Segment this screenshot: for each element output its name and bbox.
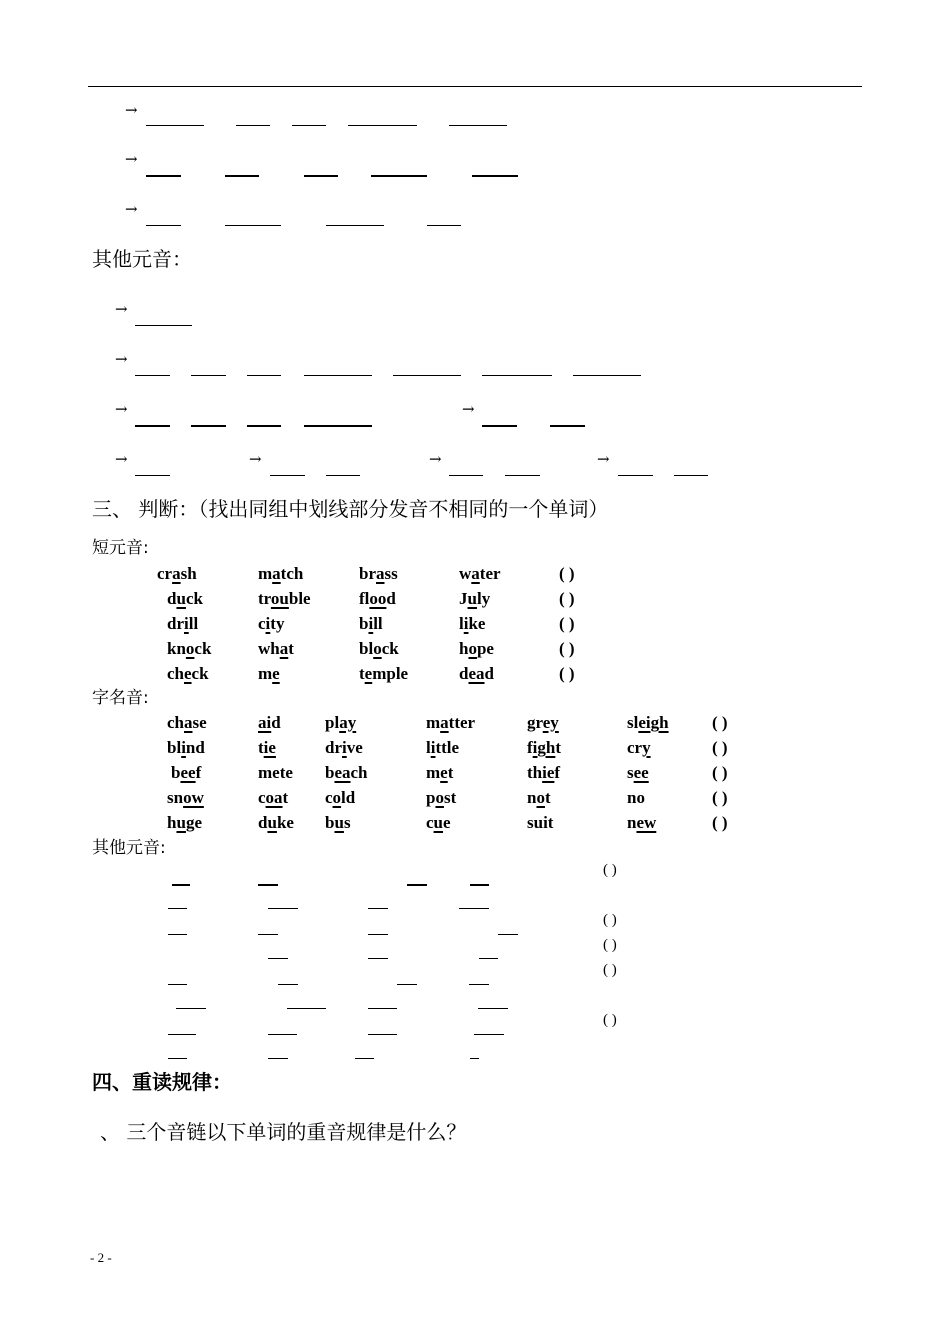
word-cell: suit: [527, 813, 554, 832]
answer-blank[interactable]: [304, 175, 338, 177]
answer-blank[interactable]: [674, 475, 708, 476]
arrow-icon: →: [115, 400, 128, 418]
answer-blank[interactable]: [304, 425, 372, 427]
word-cell: grey: [527, 713, 559, 732]
answer-blank[interactable]: [355, 1058, 374, 1059]
word-cell: sleigh: [627, 713, 669, 732]
word-cell: cry: [627, 738, 651, 757]
word-cell: play: [325, 713, 357, 732]
answer-blank[interactable]: [236, 125, 270, 126]
answer-blank[interactable]: [168, 984, 187, 985]
answer-paren[interactable]: ( ): [559, 564, 575, 583]
arrow-icon: →: [115, 350, 128, 368]
answer-blank[interactable]: [505, 475, 540, 476]
answer-blank[interactable]: [470, 1058, 479, 1059]
arrow-icon: →: [429, 450, 442, 468]
answer-blank[interactable]: [618, 475, 653, 476]
section4-title: 四、重读规律：: [92, 1070, 232, 1094]
answer-blank[interactable]: [278, 984, 298, 985]
answer-blank[interactable]: [247, 425, 281, 427]
answer-blank[interactable]: [326, 475, 360, 476]
answer-blank[interactable]: [135, 475, 170, 476]
answer-blank[interactable]: [304, 375, 372, 376]
word-cell: met: [426, 763, 454, 782]
word-cell: cue: [426, 813, 451, 832]
word-cell: knock: [167, 639, 212, 658]
word-cell: brass: [359, 564, 398, 583]
answer-blank[interactable]: [449, 125, 507, 126]
answer-blank[interactable]: [176, 1008, 206, 1009]
answer-paren[interactable]: ( ): [603, 962, 617, 978]
header-rule: [88, 86, 862, 87]
answer-paren[interactable]: ( ): [712, 713, 728, 732]
answer-blank[interactable]: [287, 1008, 326, 1009]
arrow-icon: →: [125, 101, 138, 119]
word-cell: like: [459, 614, 486, 633]
arrow-icon: →: [125, 150, 138, 168]
page-number: - 2 -: [90, 1250, 112, 1265]
word-cell: new: [627, 813, 657, 832]
word-cell: city: [258, 614, 285, 633]
answer-blank[interactable]: [191, 375, 226, 376]
word-cell: no: [627, 788, 645, 807]
word-cell: flood: [359, 589, 396, 608]
word-cell: duke: [258, 813, 294, 832]
word-cell: chase: [167, 713, 207, 732]
answer-blank[interactable]: [172, 884, 190, 886]
answer-blank[interactable]: [470, 884, 489, 886]
answer-blank[interactable]: [268, 1058, 288, 1059]
arrow-icon: →: [115, 450, 128, 468]
answer-blank[interactable]: [268, 958, 288, 959]
answer-blank[interactable]: [482, 375, 552, 376]
word-cell: cold: [325, 788, 356, 807]
answer-blank[interactable]: [168, 908, 187, 909]
word-cell: little: [426, 738, 460, 757]
arrow-icon: →: [115, 300, 128, 318]
answer-blank[interactable]: [368, 908, 388, 909]
answer-blank[interactable]: [168, 934, 187, 935]
other-vowels-heading: 其他元音：: [92, 247, 192, 271]
answer-blank[interactable]: [573, 375, 641, 376]
arrow-icon: →: [597, 450, 610, 468]
answer-paren[interactable]: ( ): [712, 813, 728, 832]
letter-names-heading: 字名音:: [92, 688, 149, 708]
answer-blank[interactable]: [469, 984, 489, 985]
word-cell: drill: [167, 614, 199, 633]
word-cell: hope: [459, 639, 494, 658]
answer-blank[interactable]: [135, 375, 170, 376]
answer-blank[interactable]: [258, 934, 278, 935]
answer-blank[interactable]: [348, 125, 417, 126]
word-cell: blind: [167, 738, 205, 757]
arrow-icon: →: [249, 450, 262, 468]
word-cell: bus: [325, 813, 351, 832]
answer-blank[interactable]: [146, 125, 204, 126]
answer-blank[interactable]: [407, 884, 427, 886]
answer-blank[interactable]: [292, 125, 326, 126]
word-cell: check: [167, 664, 209, 683]
answer-blank[interactable]: [368, 1008, 397, 1009]
answer-paren[interactable]: ( ): [712, 788, 728, 807]
answer-blank[interactable]: [449, 475, 483, 476]
word-cell: see: [627, 763, 649, 782]
answer-blank[interactable]: [258, 884, 278, 886]
word-cell: drive: [325, 738, 363, 757]
answer-blank[interactable]: [472, 175, 518, 177]
word-cell: me: [258, 664, 280, 683]
word-cell: fight: [527, 738, 562, 757]
word-cell: July: [459, 589, 491, 608]
answer-blank[interactable]: [482, 425, 517, 427]
answer-paren[interactable]: ( ): [712, 763, 728, 782]
answer-blank[interactable]: [268, 908, 298, 909]
answer-paren[interactable]: ( ): [712, 738, 728, 757]
answer-blank[interactable]: [146, 225, 181, 226]
word-cell: beef: [171, 763, 202, 782]
answer-blank[interactable]: [225, 175, 259, 177]
word-cell: not: [527, 788, 551, 807]
answer-blank[interactable]: [326, 225, 384, 226]
answer-blank[interactable]: [368, 958, 388, 959]
answer-paren[interactable]: ( ): [603, 912, 617, 928]
answer-blank[interactable]: [146, 175, 181, 177]
word-cell: tie: [258, 738, 276, 757]
word-cell: snow: [167, 788, 204, 807]
answer-blank[interactable]: [135, 325, 192, 326]
answer-blank[interactable]: [268, 1034, 297, 1035]
answer-paren[interactable]: ( ): [603, 1012, 617, 1028]
word-cell: trouble: [258, 589, 311, 608]
answer-blank[interactable]: [135, 425, 170, 427]
word-cell: huge: [167, 813, 202, 832]
word-cell: what: [258, 639, 294, 658]
answer-blank[interactable]: [270, 475, 305, 476]
word-cell: water: [459, 564, 501, 583]
answer-blank[interactable]: [191, 425, 226, 427]
answer-blank[interactable]: [368, 934, 388, 935]
answer-blank[interactable]: [478, 1008, 508, 1009]
answer-paren[interactable]: ( ): [559, 639, 575, 658]
word-cell: bill: [359, 614, 383, 633]
answer-blank[interactable]: [247, 375, 281, 376]
other-vowels-subheading: 其他元音:: [92, 838, 166, 858]
short-vowels-heading: 短元音:: [92, 538, 149, 558]
section3-title: 三、 判断：（找出同组中划线部分发音不相同的一个单词）: [92, 497, 609, 521]
word-cell: block: [359, 639, 399, 658]
word-cell: duck: [167, 589, 203, 608]
answer-blank[interactable]: [427, 225, 461, 226]
answer-paren[interactable]: ( ): [559, 664, 575, 683]
answer-blank[interactable]: [459, 908, 489, 909]
answer-blank[interactable]: [168, 1058, 187, 1059]
word-cell: coat: [258, 788, 289, 807]
arrow-icon: →: [462, 400, 475, 418]
answer-blank[interactable]: [168, 1034, 196, 1035]
word-cell: beach: [325, 763, 368, 782]
answer-blank[interactable]: [368, 1034, 397, 1035]
word-cell: matter: [426, 713, 476, 732]
answer-paren[interactable]: ( ): [559, 614, 575, 633]
answer-blank[interactable]: [225, 225, 281, 226]
question-stress-rule: 、 三个音链以下单词的重音规律是什么？: [100, 1120, 467, 1144]
answer-paren[interactable]: ( ): [603, 862, 617, 878]
answer-blank[interactable]: [371, 175, 427, 177]
word-cell: mete: [258, 763, 293, 782]
answer-blank[interactable]: [397, 984, 417, 985]
answer-blank[interactable]: [474, 1034, 504, 1035]
word-cell: crash: [157, 564, 197, 583]
word-cell: temple: [359, 664, 409, 683]
word-cell: dead: [459, 664, 494, 683]
word-cell: post: [426, 788, 457, 807]
arrow-icon: →: [125, 200, 138, 218]
word-cell: thief: [527, 763, 561, 782]
answer-paren[interactable]: ( ): [559, 589, 575, 608]
answer-paren[interactable]: ( ): [603, 937, 617, 953]
answer-blank[interactable]: [550, 425, 585, 427]
answer-blank[interactable]: [393, 375, 461, 376]
answer-blank[interactable]: [498, 934, 518, 935]
word-cell: match: [258, 564, 304, 583]
answer-blank[interactable]: [479, 958, 498, 959]
word-cell: aid: [258, 713, 281, 732]
